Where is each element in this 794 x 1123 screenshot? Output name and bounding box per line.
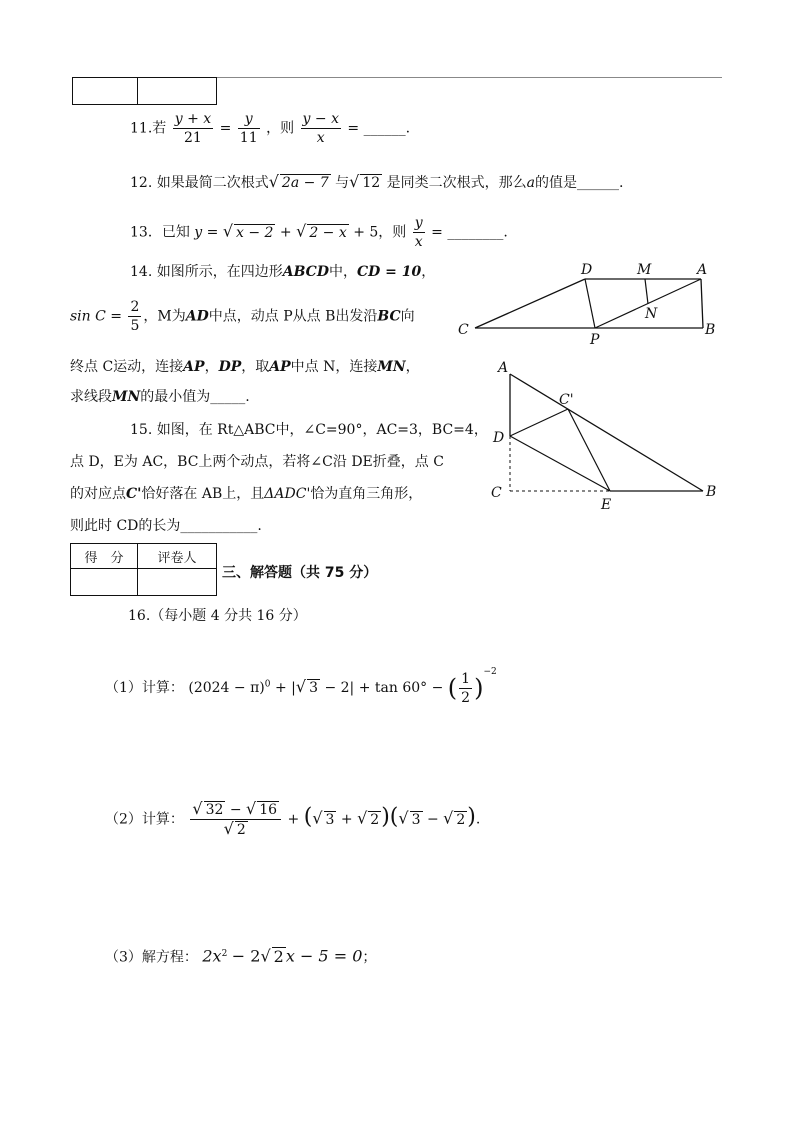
radical: 12	[362, 175, 381, 191]
score-cell	[73, 78, 138, 105]
side-CD	[475, 279, 585, 328]
q16-part-1: （1）计算： $(2024 - \pi)^0$ + |√ 3 − 2| + tan 60° − ( $\frac{1}{2}$ )$^{-2}$	[105, 667, 497, 706]
fraction-3: $\frac{y - x}{x}$	[302, 111, 339, 146]
q16-part-3: （3）解方程： $2x^2 - 2√$ 2 x − 5 = 0；	[105, 946, 377, 966]
label-Cprime: C'	[559, 392, 574, 408]
grader-value-cell	[138, 569, 217, 596]
score-header: 得 分	[71, 544, 138, 569]
question-14-line-1: 14. 如图所示，在四边形ABCD中，CD = 10，	[130, 264, 436, 280]
score-value-cell	[71, 569, 138, 596]
label-B: B	[705, 322, 716, 338]
fraction-1-2: $\frac{1}{2}$	[461, 670, 471, 706]
question-15-line-3: 的对应点C'恰好落在 AB上，且ΔADC'恰为直角三角形，	[70, 486, 423, 502]
section-score-table	[70, 543, 217, 596]
label-C: C	[458, 322, 469, 338]
label-B: B	[706, 484, 717, 500]
label-N: N	[645, 306, 658, 322]
question-number: 13．	[130, 224, 162, 241]
label-D: D	[581, 262, 593, 278]
label-E: E	[601, 497, 612, 513]
q15-figure	[485, 356, 725, 516]
question-12: 12. 如果最简二次根式√ 2a − 7 与√ 12 是同类二次根式，那么a的值是______.	[130, 172, 624, 191]
answer-blank: ______	[363, 120, 406, 137]
answer-blank: ___________	[180, 518, 258, 534]
label-P: P	[590, 332, 600, 348]
fraction-1: $\frac{y + x}{21}$	[174, 111, 212, 146]
question-14-line-2: sin C = $\frac{2}{5}$ ，M为AD中点，动点 P从点 B出发沿BC向	[70, 299, 415, 334]
question-number: 14.	[130, 264, 153, 280]
question-15-line-1: 15. 如图，在 Rt△ABC中，∠C=90°，AC=3，BC=4，	[130, 422, 488, 438]
segment-MN	[645, 279, 648, 304]
question-13: 13．已知 y = √ x − 2 + √ 2 − x + 5，则 $\frac{y}{x}$ = ________.	[130, 215, 508, 250]
radical: 3	[309, 680, 318, 696]
segment-DP	[585, 279, 595, 328]
question-number: 11.	[130, 120, 153, 137]
section-title: 三、解答题（共 75 分）	[222, 565, 378, 581]
fold-line-DE	[510, 436, 610, 491]
question-number: 12.	[130, 175, 153, 191]
q11-prefix: 若	[152, 120, 167, 137]
question-15-line-2: 点 D，E为 AC，BC上两个动点，若将∠C沿 DE折叠，点 C	[70, 454, 444, 470]
question-11: 11.若 $\frac{y + x}{21}$ = $\frac{y}{11}$ ，则 $\frac{y - x}{x}$ = ______.	[130, 111, 411, 146]
top-score-table	[72, 77, 217, 105]
grader-header: 评卷人	[138, 544, 217, 569]
label-A: A	[697, 262, 708, 278]
question-14-line-4: 求线段MN的最小值为_____.	[70, 389, 250, 405]
fraction-2-5: $\frac{2}{5}$	[130, 299, 140, 334]
fraction-y-over-x: $\frac{y}{x}$	[414, 215, 423, 250]
question-15-line-4: 则此时 CD的长为___________.	[70, 518, 262, 534]
radical: 2	[273, 946, 284, 966]
label-C: C	[491, 485, 502, 501]
answer-blank: _____	[210, 389, 246, 405]
grader-cell	[138, 78, 217, 105]
answer-blank: ________	[447, 224, 504, 241]
segment-DCprime	[510, 409, 568, 436]
side-AB	[701, 279, 703, 328]
question-number: 15.	[130, 422, 153, 438]
answer-blank: ______	[577, 175, 620, 191]
hypotenuse-AB	[510, 374, 703, 491]
fraction-radicals: $\frac{√ 32 - √ 16}{√ 2}$	[190, 800, 281, 839]
label-D: D	[493, 430, 505, 446]
label-A: A	[498, 360, 509, 376]
header-rule	[216, 77, 722, 78]
radical: 2 − x	[309, 224, 347, 241]
radical: x − 2	[236, 224, 274, 241]
q14-figure	[455, 258, 725, 350]
q16-part-2: （2）计算： $\frac{√ 32 - √ 16}{√ 2}$ + (√ 3 + √ 2)(√ 3 − √ 2).	[105, 799, 481, 838]
question-14-line-3: 终点 C运动，连接AP，DP，取AP中点 N，连接MN，	[70, 359, 420, 375]
label-M: M	[637, 262, 652, 278]
fraction-2: $\frac{y}{11}$	[239, 111, 258, 146]
question-16-title: 16.（每小题 4 分共 16 分）	[128, 608, 307, 624]
radical: 2a − 7	[281, 175, 329, 191]
